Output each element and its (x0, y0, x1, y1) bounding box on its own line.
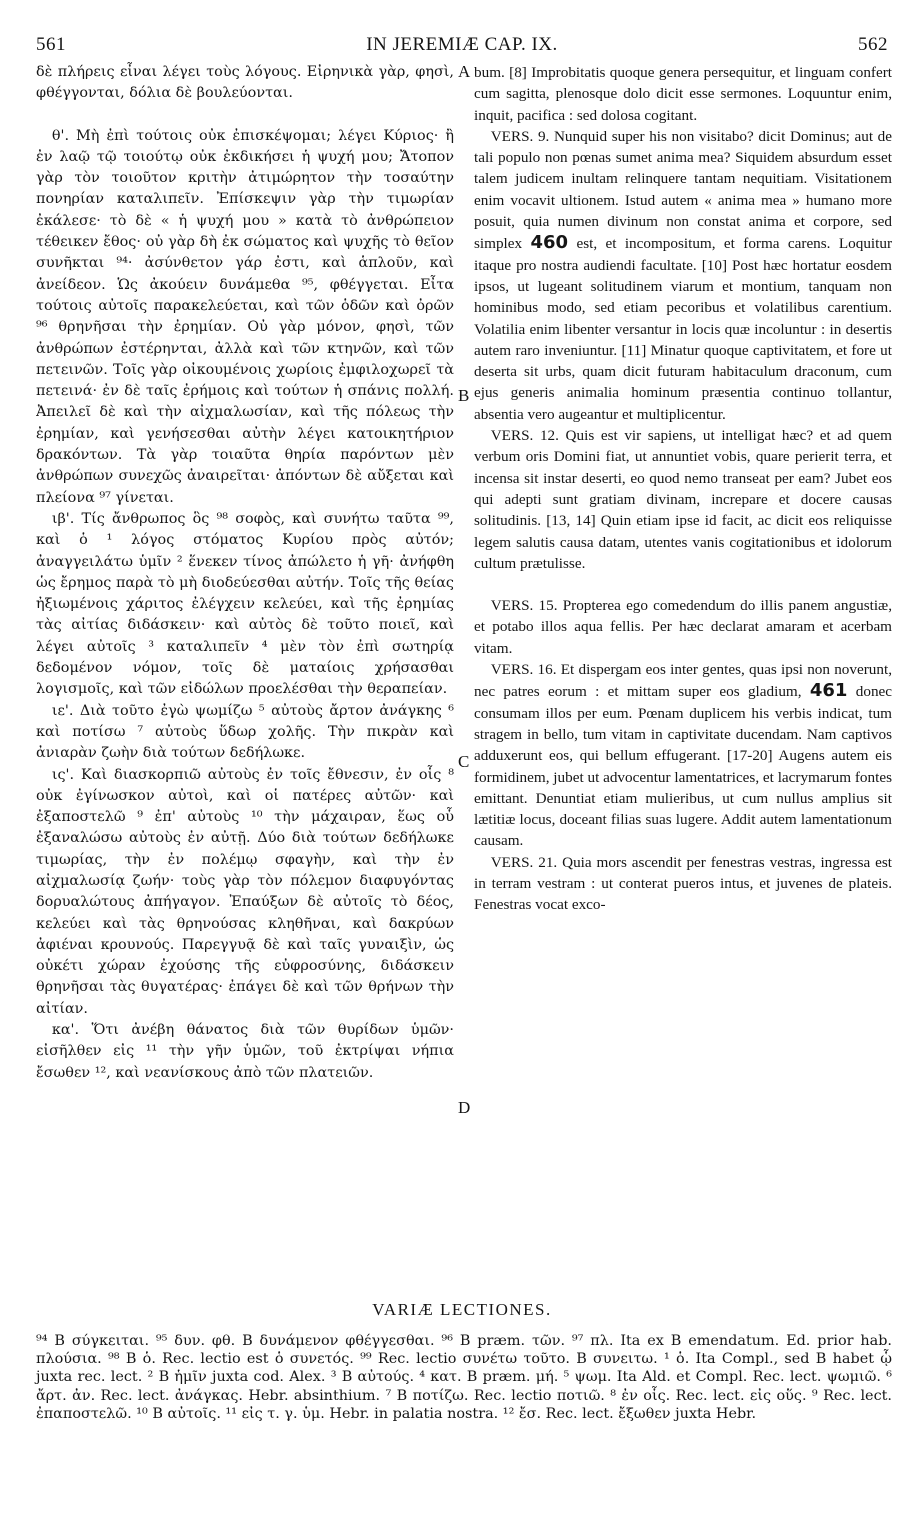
margin-letter-a: A (458, 62, 471, 81)
latin-paragraph: bum. [8] Improbitatis quoque genera persequitur, et linguam confert cum sagitta, plenosque dolo dicit esse sermones. Loquuntur enim, inquit, pacifica : sed dolosa cogitant. (474, 64, 892, 124)
latin-paragraph (474, 659, 892, 852)
column-number-marker: 461 (809, 680, 848, 702)
page-number-right: 562 (858, 34, 888, 55)
page-header (36, 34, 888, 60)
notes-text: ⁹⁴ B σύγκειται. ⁹⁵ δυν. φθ. B δυνάμενον φθέγγεσθαι. ⁹⁶ B præm. τῶν. ⁹⁷ πλ. Ita ex B emendatum. Ed. prior hab. πλούσια. ⁹⁸ B ὁ. Rec. lectio est ὁ συνετός. ⁹⁹ Rec. lectio συνέτω τοῦτο. B συνειτω. ¹ ὁ. Ita Compl., sed B habet ᾧ juxta rec. lect. ² B ἡμῖν juxta cod. Alex. ³ B αὐτούς. ⁴ κατ. B præm. μή. ⁵ ψωμ. Ita Ald. et Compl. Rec. lect. ψωμιῶ. ⁶ ἄρτ. ἀν. Rec. lect. ἀνάγκας. Hebr. absinthium. ⁷ B ποτίζω. Rec. lectio ποτιῶ. ⁸ ἐν οἷς. Rec. lect. εἰς οὕς. ⁹ Rec. lect. ἐπαποστελῶ. ¹⁰ B αὐτοῖς. ¹¹ εἰς τ. γ. ὑμ. Hebr. in palatia nostra. ¹² ἔσ. Rec. lect. ἔξωθεν juxta Hebr. (36, 1333, 892, 1422)
variae-lectiones-heading: VARIÆ LECTIONES. (372, 1300, 552, 1319)
variant-readings-notes (36, 1332, 892, 1423)
greek-paragraph: ιε'. Διὰ τοῦτο ἐγὼ ψωμίζω ⁵ αὐτοὺς ἄρτον ἀνάγκης ⁶ καὶ ποτίσω ⁷ αὐτοὺς ὕδωρ χολῆς. Τὴν πικρὰν καὶ ἀνιαρὰν ζωὴν διὰ τούτων δεδήλωκε. (36, 702, 454, 762)
latin-text: VERS. 16. Et dispergam eos inter gentes, quas ipsi non noverunt, nec patres eorum : et mittam super eos gladium, (474, 661, 892, 701)
greek-paragraph: ιβ'. Τίς ἄνθρωπος ὃς ⁹⁸ σοφὸς, καὶ συνήτω ταῦτα ⁹⁹, καὶ ὁ ¹ λόγος στόματος Κυρίου πρὸς αὐτόν; ἀναγγειλάτω ὑμῖν ² ἕνεκεν τίνος ἀπώλετο ἡ γῆ· ἀνήφθη ὡς ἔρημος παρὰ τὸ μὴ διοδεύεσθαι αὐτήν. Τοῖς τῆς θείας ἠξιωμένοις χάριτος ἐλέγχειν κελεύει, καὶ τῆς ἐρημίας τὰς αἰτίας διδάσκειν· καὶ αὐτὸς δὲ τοῦτο ποιεῖ, καὶ λέγει αὐτοῖς ³ καταλιπεῖν ⁴ μὲν τὸν ἐπὶ σωτηρίᾳ δεδομένον νόμον, τοῖς δὲ ματαίοις χρήσασθαι λογισμοῖς, καὶ τῶν εἰδώλων προελέσθαι τὴν θεραπείαν. (36, 510, 454, 698)
greek-paragraph: κα'. Ὅτι ἀνέβη θάνατος διὰ τῶν θυρίδων ὑμῶν· εἰσῆλθεν εἰς ¹¹ τὴν γῆν ὑμῶν, τοῦ ἐκτρίψαι νήπια ἔσωθεν ¹², καὶ νεανίσκους ἀπὸ τῶν πλατειῶν. (36, 1022, 454, 1081)
latin-paragraph: VERS. 15. Propterea ego comedendum do illis panem angustiæ, et potabo illos aqua fellis. Per hæc declarat amaram et acerbam vitam. (474, 597, 892, 657)
page-number-left: 561 (36, 34, 66, 55)
latin-text: est, et incompositum, et forma carens. Loquitur itaque pro nostra audiendi facultate. [10] Post hæc hortatur eosdem ipsos, ut lugeant solitudinem viarum et montium, tanquam non hominibus modo, sed etiam pecoribus et volatilibus carentium. Volatilia enim libenter versantur in locis quæ incoluntur : in desertis autem raro inveniuntur. [11] Minatur quoque captivitatem, et fore ut deserta sit urbs, quam dicit futuram habitaculum draconum, cum ejus generis animalia hominum præsentia continuo tollantur, absentia vero augeantur et multiplicentur. (474, 235, 892, 423)
greek-paragraph: ις'. Καὶ διασκορπιῶ αὐτοὺς ἐν τοῖς ἔθνεσιν, ἐν οἷς ⁸ οὐκ ἐγίνωσκον αὐτοὶ, καὶ οἱ πατέρες αὐτῶν· καὶ ἐξαποστελῶ ⁹ ἐπ' αὐτοὺς ¹⁰ τὴν μάχαιραν, ἕως οὗ ἐξαναλώσω αὐτοὺς ἐν αὐτῇ. Δύο διὰ τούτων δεδήλωκε τιμωρίας, τὴν ἐν πολέμῳ σφαγὴν, καὶ τὴν ἐν αἰχμαλωσίᾳ ζωήν· τοὺς γὰρ τὸν πόλεμον διαφυγόντας δορυαλώτους ἀπήγαγον. Ἐπαύξων δὲ αὐτοῖς τὸ δέος, κελεύει καὶ τὰς θρηνούσας κληθῆναι, καὶ δακρύων ἀφιέναι κρουνούς. Παρεγγυᾷ δὲ καὶ ταῖς γυναιξὶν, ὡς οὐκέτι χώραν ἐχούσης τῆς εὐφροσύνης, διδάσκειν θρηνῆσαι τὰς θυγατέρας· ἐπάγει δὲ καὶ τῶν θρήνων τὴν αἰτίαν. (36, 766, 454, 1017)
margin-letter-c: C (458, 752, 470, 771)
greek-paragraph: θ'. Μὴ ἐπὶ τούτοις οὐκ ἐπισκέψομαι; λέγει Κύριος· ἢ ἐν λαῷ τῷ τοιούτῳ οὐκ ἐκδικήσει ἡ ψυχή μου; Ἄτοπον γὰρ τὸν τοιοῦτον κριτὴν ἀτιμώρητον τὴν τοσαύτην πονηρίαν καταλιπεῖν. Ἐπίσκεψιν γὰρ τὴν τιμωρίαν ἐκάλεσε· τὸ δὲ « ἡ ψυχή μου » κατὰ τὸ ἀνθρώπειον τέθεικεν ἔθος· οὐ γὰρ δὴ ἐκ σώματος καὶ ψυχῆς τὸ θεῖον συνῆκται ⁹⁴· ἀσύνθετον γάρ ἐστι, καὶ ἁπλοῦν, καὶ ἀνείδεον. Ὡς ἀκούειν δυνάμεθα ⁹⁵, φθέγγεται. Εἶτα τούτοις αὐτοῖς παρακελεύεται, καὶ τῶν ὁδῶν καὶ ὀρῶν ⁹⁶ θρηνῆσαι τὴν ἐρημίαν. Οὐ γὰρ μόνον, φησὶ, τῶν ἀνθρώπων ἐστέρηνται, ἀλλὰ καὶ τῶν κτηνῶν, καὶ τῶν πετεινῶν. Τοῖς γὰρ οἰκουμένοις χωρίοις ἐμφιλοχωρεῖ τὰ πετεινά· ἐν δὲ ταῖς ἐρήμοις καὶ τούτων ἡ σπάνις πολλή. Ἀπειλεῖ δὲ καὶ τὴν αἰχμαλωσίαν, καὶ τῆς πόλεως τὴν ἐρημίαν, καὶ γενήσεσθαι αὐτὴν λέγει κατοικητήριον δρακόντων. Τὰ γὰρ τοιαῦτα θηρία παρόντων μὲν ἀνθρώπων συνεχῶς ἀναιρεῖται· ἀπόντων δὲ αὔξεται καὶ πλείονα ⁹⁷ γίνεται. (36, 127, 454, 506)
latin-paragraph (474, 126, 892, 425)
latin-column (474, 62, 892, 1277)
latin-paragraph: VERS. 12. Quis est vir sapiens, ut intelligat hæc? et ad quem verbum oris Domini fiat, ut annuntiet vobis, quare perierit terra, et incensa sit instar deserti, eo quod nemo transeat per eam? Jubet eos qui adepti sunt gratiam divinam, increpare et docere causas solitudinis. [13, 14] Quin etiam ipse id facit, ac dicit eos reliquisse legem salutis causa datam, utentes vanis cogitationibus et idolorum cultum prætulisse. (474, 427, 892, 572)
latin-paragraph: VERS. 21. Quia mors ascendit per fenestras vestras, ingressa est in terram vestram : ut conterat pueros intus, et juvenes de plateis. Fenestras vocat exco- (474, 853, 892, 914)
greek-column (36, 62, 454, 1277)
running-title: IN JEREMIÆ CAP. IX. (366, 34, 558, 55)
latin-text: VERS. 9. Nunquid super his non visitabo? dicit Dominus; aut de tali populo non pœnas sumet anima mea? Siquidem absurdum esset talem judicem inultam relinquere tantam nequitiam. Visitationem enim vocavit ultionem. Istud autem « anima mea » humano more posuit, quia numen divinum non constat anima et corpore, sed simplex (474, 127, 892, 253)
latin-text: donec consumam illos per eum. Pœnam duplicem his verbis indicat, tum stragem in bello, tum vitam in captivitate ducendam. Nam captivos adduxerunt eos, qui bellum effugerant. [17-20] Augens autem eis formidinem, jubet ut advocentur lamentatrices, et lacrymarum fontes emittant. Denuntiat etiam mulieribus, ut cum nullus amplius sit lætitiæ locus, doceant filias suas lugere. Addit autem lamentationum causam. (474, 683, 892, 850)
margin-letter-d: D (458, 1098, 471, 1117)
greek-paragraph: δὲ πλήρεις εἶναι λέγει τοὺς λόγους. Εἰρηνικὰ γὰρ, φησὶ, φθέγγονται, δόλια δὲ βουλεύονται. (36, 64, 454, 102)
margin-letter-b: B (458, 386, 470, 405)
column-number-marker: 460 (530, 232, 569, 254)
